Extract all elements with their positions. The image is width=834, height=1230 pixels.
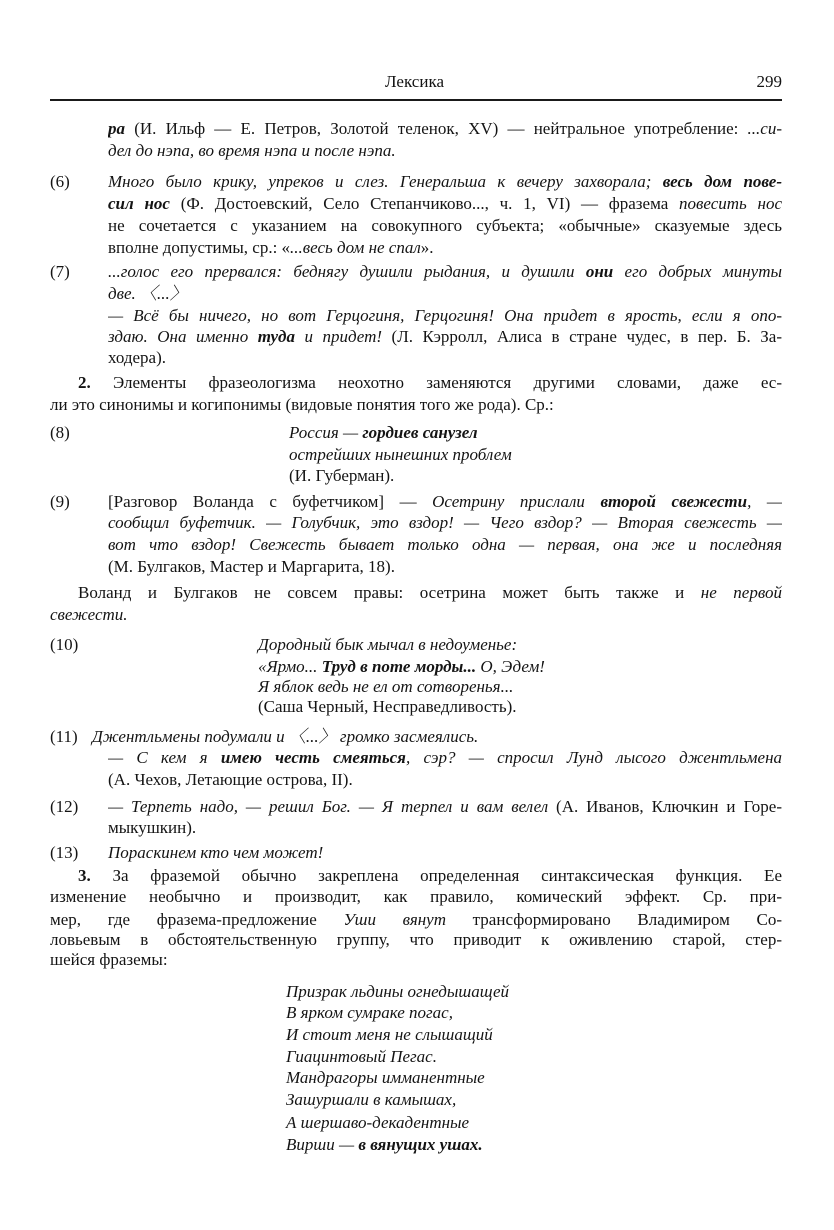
text-line <box>50 909 782 931</box>
text-segment: имею честь смеяться <box>220 748 406 767</box>
text-line <box>286 1089 456 1111</box>
text-line <box>258 634 517 656</box>
text-line <box>50 929 782 951</box>
text-segment: туда <box>257 327 295 346</box>
text-segment: (Ф. Достоевский, Село Степанчиково..., ч. 1, VI) — фразема <box>169 194 680 213</box>
text-line <box>289 444 512 466</box>
text-line <box>286 1002 453 1024</box>
text-segment: (И. Губерман). <box>289 466 395 485</box>
text-line <box>78 865 782 887</box>
text-segment: (А. Иванов, Ключкин и Горе- <box>548 797 782 816</box>
text-segment: сил нос <box>108 194 170 213</box>
text-segment: Уши вянут <box>343 910 446 929</box>
text-line <box>258 656 545 678</box>
text-segment: Вирши — <box>286 1135 359 1154</box>
text-segment: здаю. Она именно <box>108 327 258 346</box>
text-segment: второй свежести <box>600 492 748 511</box>
example-label: (13) <box>50 843 79 862</box>
text-segment: трансформировано Владимиром Со- <box>446 910 782 929</box>
text-line <box>108 796 782 818</box>
text-line <box>108 512 782 534</box>
text-line <box>108 769 353 791</box>
text-segment: Россия — <box>289 423 363 442</box>
text-line <box>108 817 196 839</box>
text-segment: В ярком сумраке погас, <box>286 1003 453 1022</box>
text-segment: (А. Чехов, Летающие острова, II). <box>108 770 353 789</box>
text-segment: повесить нос <box>679 194 782 213</box>
text-segment: «Ярмо... <box>258 657 322 676</box>
text-segment: Осетрину прислали <box>432 492 601 511</box>
text-segment: сообщил буфетчик. — Голубчик, это вздор! — Чего вздор? — Вторая свежесть — <box>108 513 782 532</box>
text-segment: 3. <box>78 866 91 885</box>
text-segment: Гиацинтовый Пегас. <box>286 1047 437 1066</box>
text-segment: ...весь дом не спал <box>290 238 421 257</box>
text-line <box>286 1046 437 1068</box>
text-segment: ра <box>108 119 125 138</box>
text-segment: А шершаво-декадентные <box>286 1113 470 1132</box>
text-segment: Воланд и Булгаков не совсем правы: осетрина может быть также и <box>78 583 701 602</box>
text-line <box>92 726 478 748</box>
text-segment: ли это синонимы и когипонимы (видовые понятия того же рода). Ср.: <box>50 395 554 414</box>
text-line <box>50 886 782 908</box>
text-line <box>286 1134 483 1156</box>
text-line <box>108 215 782 237</box>
text-segment: гордиев санузел <box>362 423 478 442</box>
text-line <box>108 237 434 259</box>
text-segment: дел до нэпа, во время нэпа и после нэпа. <box>108 141 396 160</box>
text-segment: (Л. Кэрролл, Алиса в стране чудес, в пер. Б. За- <box>382 327 782 346</box>
text-line <box>108 140 396 162</box>
text-line <box>286 1112 469 1134</box>
text-segment: — Всё бы ничего, но вот Герцогиня, Герцогиня! Она придет в ярость, если я опо- <box>108 306 782 325</box>
text-segment: 2. <box>78 373 91 392</box>
example-label: (10) <box>50 635 79 654</box>
text-segment: Дородный бык мычал в недоуменье: <box>258 635 518 654</box>
text-segment: острейших нынешних проблем <box>289 445 512 464</box>
text-segment: не первой <box>700 583 782 602</box>
text-segment: вполне допустимы, ср.: « <box>108 238 291 257</box>
text-segment: мыкушкин). <box>108 818 197 837</box>
text-line <box>50 949 168 971</box>
text-segment: Труд в поте морды... <box>321 657 477 676</box>
text-line <box>108 283 187 305</box>
text-line <box>108 326 782 348</box>
text-line <box>289 465 394 487</box>
running-header-title: Лексика <box>385 72 444 91</box>
text-segment: Джентльмены подумали и 〈...〉 громко засмеялись. <box>92 727 479 746</box>
text-segment: , сэр? — спросил Лунд лысого джентльмена <box>405 748 782 767</box>
text-line <box>108 534 782 556</box>
text-segment: [Разговор Воланда с буфетчиком] — <box>108 492 433 511</box>
text-segment: Призрак льдины огнедышащей <box>286 982 509 1001</box>
text-line <box>108 171 782 193</box>
text-segment: Много было крику, упреков и слез. Генеральша к вечеру захворала; <box>108 172 663 191</box>
text-segment: ...голос его прервался: беднягу душили рыдания, и душили <box>108 262 586 281</box>
text-segment: — Терпеть надо, — решил Бог. — Я терпел и вам велел <box>108 797 549 816</box>
page-number: 299 <box>756 72 782 91</box>
text-segment: — С кем я <box>108 748 221 767</box>
text-segment: изменение необычно и производит, как правило, комический эффект. Ср. при- <box>50 887 782 906</box>
example-label: (9) <box>50 492 70 511</box>
text-line <box>78 582 782 604</box>
text-segment: ». <box>420 238 434 257</box>
text-segment: , — <box>747 492 782 511</box>
example-label: (8) <box>50 423 70 442</box>
text-line <box>108 261 782 283</box>
text-segment: весь дом пове- <box>662 172 782 191</box>
text-segment: шейся фраземы: <box>50 950 168 969</box>
text-segment: мер, где фразема-предложение <box>50 910 344 929</box>
text-segment: ловьевым в обстоятельственную группу, что приводит к оживлению старой, стер- <box>50 930 782 949</box>
text-segment: Элементы фразеологизма неохотно заменяются другими словами, даже ес- <box>90 373 782 392</box>
text-segment: О, Эдем! <box>476 657 545 676</box>
text-segment: ...си- <box>747 119 782 138</box>
text-line <box>289 422 478 444</box>
header-rule <box>50 99 782 101</box>
text-line <box>78 372 782 394</box>
text-line <box>108 842 323 864</box>
text-segment: (Саша Черный, Несправедливость). <box>258 697 517 716</box>
text-segment: вот что вздор! Свежесть бывает только одна — первая, она же и последняя <box>108 535 782 554</box>
text-segment: Мандрагоры имманентные <box>286 1068 485 1087</box>
text-segment: свежести. <box>50 605 128 624</box>
text-line <box>108 556 395 578</box>
example-label: (12) <box>50 797 79 816</box>
text-segment: его добрых минуты <box>613 262 782 281</box>
text-segment: (М. Булгаков, Мастер и Маргарита, 18). <box>108 557 395 576</box>
text-line <box>286 981 509 1003</box>
text-line <box>50 394 554 416</box>
text-segment: Зашуршали в камышах, <box>286 1090 457 1109</box>
text-line <box>108 193 782 215</box>
text-segment: и придет! <box>294 327 383 346</box>
text-line <box>108 305 782 327</box>
text-line <box>108 491 782 513</box>
text-segment: (И. Ильф — Е. Петров, Золотой теленок, XV) — нейтральное употребление: <box>125 119 748 138</box>
example-label: (7) <box>50 262 70 281</box>
text-segment: в вянущих ушах. <box>358 1135 483 1154</box>
text-line <box>258 696 517 718</box>
text-segment: они <box>585 262 614 281</box>
text-line <box>108 747 782 769</box>
text-line <box>258 676 513 698</box>
text-segment: За фраземой обычно закреплена определенная синтаксическая функция. Ее <box>90 866 782 885</box>
text-segment: не сочетается с указанием на совокупного субъекта; «обычные» сказуемые здесь <box>108 216 782 235</box>
text-line <box>286 1024 493 1046</box>
text-segment: две. 〈...〉 <box>108 284 187 303</box>
text-line <box>286 1067 485 1089</box>
text-segment: Я яблок ведь не ел от сотворенья... <box>258 677 514 696</box>
text-segment: Пораскинем кто чем может! <box>108 843 324 862</box>
text-line <box>108 118 782 140</box>
text-line <box>50 604 128 626</box>
text-segment: ходера). <box>108 348 167 367</box>
example-label: (11) <box>50 727 78 746</box>
text-line <box>108 347 166 369</box>
text-segment: И стоит меня не слышащий <box>286 1025 493 1044</box>
example-label: (6) <box>50 172 70 191</box>
